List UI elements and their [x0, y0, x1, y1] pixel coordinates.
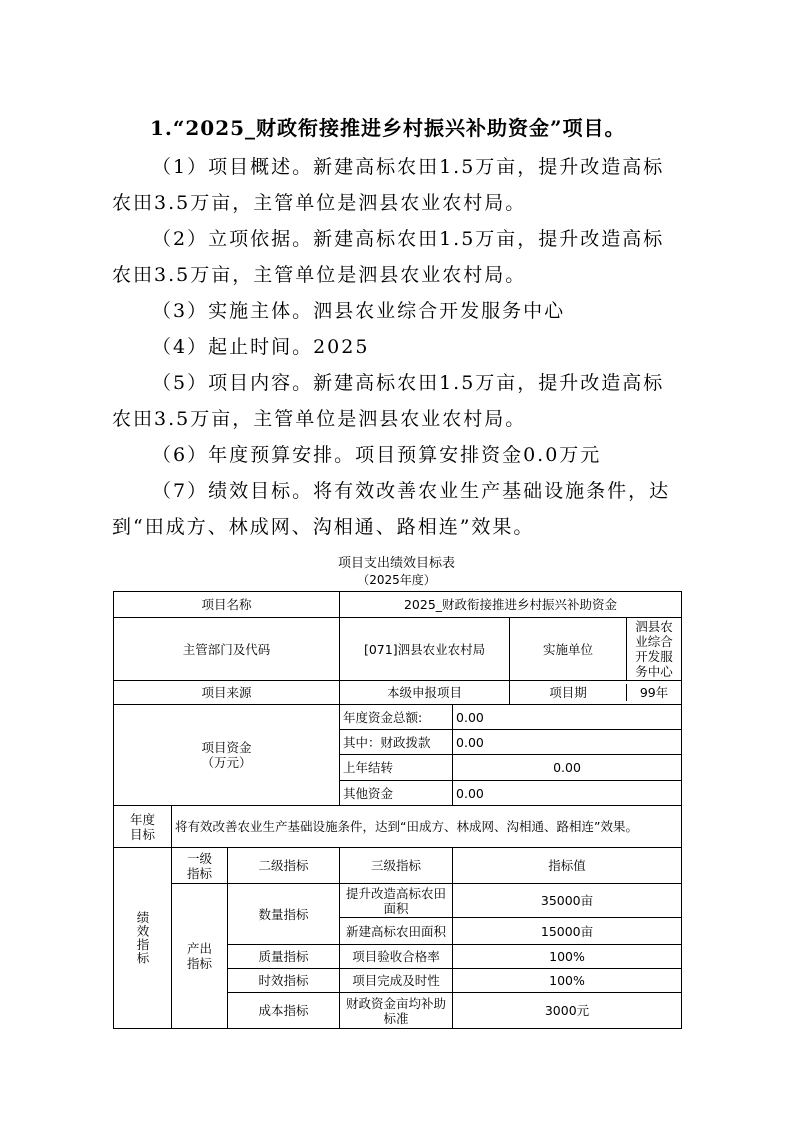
indicator-name-timeliness: 项目完成及时性: [340, 969, 453, 993]
timeliness-indicator-label: 时效指标: [228, 969, 340, 993]
cost-indicator-label: 成本指标: [228, 993, 340, 1029]
indicator-value-acceptance: 100%: [453, 945, 682, 969]
fund-label-total: 年度资金总额:: [340, 705, 453, 730]
output-indicator-label-text: 产出指标: [186, 941, 212, 971]
project-name-value: 2025_财政衔接推进乡村振兴补助资金: [340, 592, 682, 618]
output-indicator-label: [172, 884, 228, 1029]
paragraph-goal: （7）绩效目标。将有效改善农业生产基础设施条件，达到“田成方、林成网、沟相通、路相连”效果。: [112, 480, 671, 538]
fund-value-carryover: 0.00: [453, 755, 682, 781]
performance-table: [113, 591, 682, 1029]
indicator-name-upgrade: 提升改造高标农田面积: [340, 884, 453, 918]
header-level1-text: 一级指标: [186, 850, 212, 881]
indicator-value-new: 15000亩: [453, 918, 682, 945]
header-value: 指标值: [453, 848, 682, 884]
perf-indicator-label: [114, 848, 172, 1029]
indicator-value-upgrade: 35000亩: [453, 884, 682, 918]
header-level3: 三级指标: [340, 848, 453, 884]
quantity-indicator-label: 数量指标: [228, 884, 340, 945]
paragraph-overview: （1）项目概述。新建高标农田1.5万亩，提升改造高标农田3.5万亩，主管单位是泗县农业农村局。: [112, 156, 665, 214]
annual-goal-value: 将有效改善农业生产基础设施条件，达到“田成方、林成网、沟相通、路相连”效果。: [172, 806, 682, 848]
project-name-label: 项目名称: [114, 592, 340, 618]
table-title: 项目支出绩效目标表: [337, 556, 455, 571]
fund-value-fiscal: 0.00: [453, 730, 682, 755]
dept-value: [071]泗县农业农村局: [340, 618, 510, 681]
dept-label: 主管部门及代码: [114, 618, 340, 681]
source-value: 本级申报项目: [340, 681, 510, 705]
period-value: 99年: [639, 685, 669, 700]
paragraph-content: （5）项目内容。新建高标农田1.5万亩，提升改造高标农田3.5万亩，主管单位是泗县农业农村局。: [112, 372, 665, 430]
indicator-value-timeliness: 100%: [453, 969, 682, 993]
annual-goal-label-text: 年度目标: [129, 811, 155, 842]
table-subtitle: （2025年度）: [357, 573, 436, 587]
fund-value-other: 0.00: [453, 781, 682, 806]
header-level2: 二级指标: [228, 848, 340, 884]
fund-label-fiscal: 其中：财政拨款: [340, 730, 453, 755]
paragraph-period: （4）起止时间。2025: [152, 336, 370, 358]
paragraph-budget: （6）年度预算安排。项目预算安排资金0.0万元: [152, 444, 602, 466]
paragraph-basis: （2）立项依据。新建高标农田1.5万亩，提升改造高标农田3.5万亩，主管单位是泗县农业农村局。: [112, 228, 665, 286]
paragraph-implementer: （3）实施主体。泗县农业综合开发服务中心: [152, 300, 566, 322]
annual-goal-label: [114, 806, 172, 848]
funds-label: [114, 705, 340, 806]
quality-indicator-label: 质量指标: [228, 945, 340, 969]
fund-label-carryover: 上年结转: [340, 755, 453, 781]
indicator-name-acceptance: 项目验收合格率: [340, 945, 453, 969]
indicator-name-new: 新建高标农田面积: [340, 918, 453, 945]
period-label: 项目期: [510, 684, 627, 701]
fund-label-other: 其他资金: [340, 781, 453, 806]
indicator-value-cost: 3000元: [453, 993, 682, 1029]
source-label: 项目来源: [114, 681, 340, 705]
section-heading: 1.“2025_财政衔接推进乡村振兴补助资金”项目。: [150, 116, 626, 140]
impl-value: 泗县农业综合开发服务中心: [635, 619, 673, 679]
impl-label: 实施单位: [510, 618, 627, 680]
perf-indicator-label-text: 绩效指标: [135, 911, 150, 965]
fund-value-total: 0.00: [453, 705, 682, 730]
indicator-name-cost: 财政资金亩均补助标准: [340, 993, 453, 1029]
funds-label-text: 项目资金（万元）: [201, 740, 252, 770]
header-level1: [172, 848, 228, 884]
